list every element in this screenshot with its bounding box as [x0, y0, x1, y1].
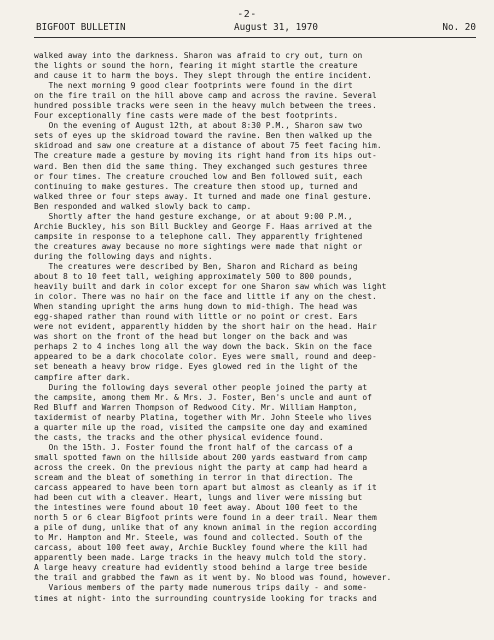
- text-line: perhaps 2 to 4 inches long all the way down the back. Skin on the face: [34, 342, 373, 352]
- text-line: egg-shaped rather than round with little or no point or crest. Ears: [34, 312, 358, 322]
- text-line: the casts, the tracks and the other physical evidence found.: [34, 432, 324, 442]
- text-line: the trail and grabbed the fawn as it went by. No blood was found, however.: [34, 573, 392, 583]
- bulletin-title: BIGFOOT BULLETIN: [36, 22, 126, 33]
- text-line: scream and the bleat of something in terror in that direction. The: [34, 472, 353, 482]
- text-line: apparently been made. Large tracks in the heavy mulch told the story.: [34, 553, 368, 563]
- text-line: the lights or sound the horn, fearing it might startle the creature: [34, 61, 358, 71]
- text-line: Red Bluff and Warren Thompson of Redwood City. Mr. William Hampton,: [34, 402, 358, 412]
- text-line: small spotted fawn on the hillside about 200 yards eastward from camp: [34, 452, 368, 462]
- text-line: appeared to be a dark chocolate color. Eyes were small, round and deep-: [34, 352, 377, 362]
- text-line: The creatures were described by Ben, Sharon and Richard as being: [34, 261, 358, 271]
- text-line: skidroad and saw one creature at a distance of about 75 feet facing him.: [34, 141, 382, 151]
- text-line: in color. There was no hair on the face and little if any on the chest.: [34, 292, 377, 302]
- text-line: north 5 or 6 clear Bigfoot prints were found in a deer trail. Near them: [34, 513, 377, 523]
- text-line: campsite in response to a telephone call. They apparently frightened: [34, 231, 363, 241]
- text-line: during the following days and nights.: [34, 251, 213, 261]
- text-line: On the evening of August 12th, at about 8:30 P.M., Sharon saw two: [34, 121, 363, 131]
- text-line: hundred possible tracks were seen in the heavy mulch between the trees.: [34, 101, 377, 111]
- text-line: times at night- into the surrounding countryside looking for tracks and: [34, 593, 377, 603]
- text-line: and cause it to harm the boys. They slept through the entire incident.: [34, 71, 373, 81]
- text-line: the creatures away because no more sightings were made that night or: [34, 241, 363, 251]
- text-line: set beneath a heavy brow ridge. Eyes glowed red in the light of the: [34, 362, 358, 372]
- text-line: a pile of dung, unlike that of any known animal in the region according: [34, 523, 377, 533]
- text-line: On the 15th. J. Foster found the front half of the carcass of a: [34, 442, 353, 452]
- text-line: was short on the front of the head but longer on the back and was: [34, 332, 348, 342]
- text-line: Various members of the party made numerous trips daily - and some-: [34, 583, 368, 593]
- text-line: the intestines were found about 10 feet away. About 100 feet to the: [34, 503, 358, 513]
- text-line: Four exceptionally fine casts were made of the best footprints.: [34, 111, 339, 121]
- text-line: a quarter mile up the road, visited the campsite one day and examined: [34, 422, 368, 432]
- text-line: Ben responded and walked slowly back to camp.: [34, 201, 252, 211]
- text-line: on the fire trail on the hill above camp and across the ravine. Several: [34, 91, 377, 101]
- article-body: [34, 51, 474, 614]
- text-line: had been cut with a cleaver. Heart, lungs and liver were missing but: [34, 493, 363, 503]
- text-line: to Mr. Hampton and Mr. Steele, was found and collected. South of the: [34, 533, 363, 543]
- bulletin-date: August 31, 1970: [234, 22, 318, 33]
- text-line: carcass, about 100 feet away, Archie Buckley found where the kill had: [34, 543, 368, 553]
- text-line: across the creek. On the previous night the party at camp had heard a: [34, 462, 368, 472]
- text-line: walked three or four steps away. It turned and made one final gesture.: [34, 191, 373, 201]
- bulletin-issue-number: No. 20: [442, 22, 476, 33]
- text-line: campfire after dark.: [34, 372, 131, 382]
- text-line: taxidermist of nearby Platina, together with Mr. John Steele who lives: [34, 412, 373, 422]
- page-number: -2-: [237, 9, 257, 20]
- text-line: carcass appeared to have been torn apart but almost as cleanly as if it: [34, 483, 377, 493]
- text-line: continuing to make gestures. The creature then stood up, turned and: [34, 181, 358, 191]
- text-line: were not evident, apparently hidden by the short hair on the head. Hair: [34, 322, 377, 332]
- text-line: When standing upright the arms hung down to mid-thigh. The head was: [34, 302, 358, 312]
- text-line: A large heavy creature had evidently stood behind a large tree beside: [34, 563, 368, 573]
- text-line: The next morning 9 good clear footprints were found in the dirt: [34, 81, 353, 91]
- text-line: heavily built and dark in color except for one Sharon saw which was light: [34, 282, 387, 292]
- text-line: Archie Buckley, his son Bill Buckley and George F. Haas arrived at the: [34, 221, 373, 231]
- text-line: ward. Ben then did the same thing. They exchanged such gestures three: [34, 161, 368, 171]
- text-line: or four times. The creature crouched low and Ben followed suit, each: [34, 171, 363, 181]
- text-line: walked away into the darkness. Sharon was afraid to cry out, turn on: [34, 51, 363, 60]
- text-line: [34, 604, 474, 614]
- text-line: the campsite, among them Mr. & Mrs. J. Foster, Ben's uncle and aunt of: [34, 392, 373, 402]
- text-line: During the following days several other people joined the party at: [34, 382, 368, 392]
- text-line: Shortly after the hand gesture exchange, or at about 9:00 P.M.,: [34, 211, 353, 221]
- text-line: about 8 to 10 feet tall, weighing approximately 500 to 800 pounds,: [34, 272, 353, 282]
- header-rule: [34, 37, 476, 38]
- bulletin-header: [36, 22, 476, 35]
- text-line: sets of eyes up the skidroad toward the ravine. Ben then walked up the: [34, 131, 373, 141]
- text-line: The creature made a gesture by moving its right hand from its hips out-: [34, 151, 377, 161]
